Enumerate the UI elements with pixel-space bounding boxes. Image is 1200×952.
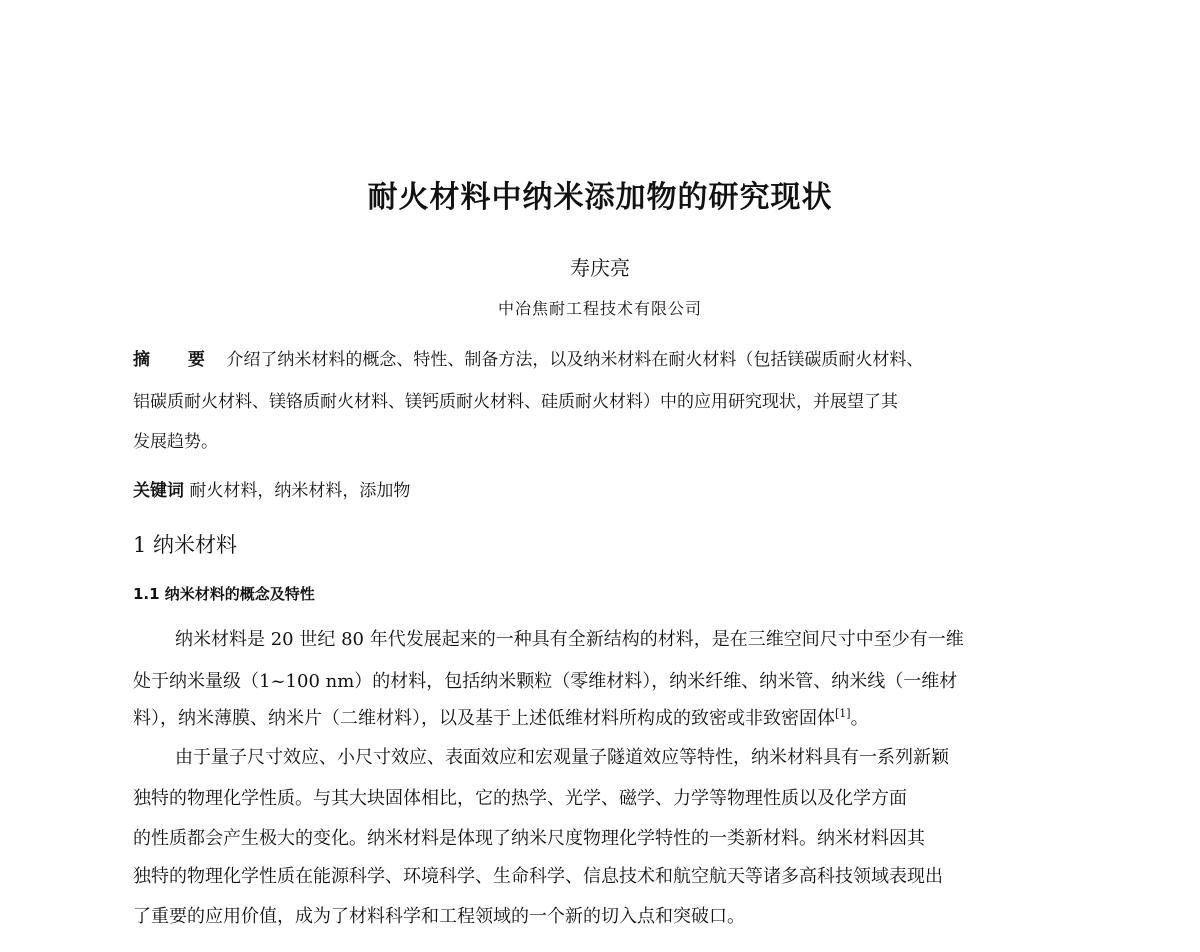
paper-title: 耐火材料中纳米添加物的研究现状: [367, 180, 833, 215]
paragraph-line: 处于纳米量级（1~100 nm）的材料，包括纳米颗粒（零维材料），纳米纤维、纳米管、纳米线（一维材: [133, 671, 958, 692]
abstract-text-line: 铝碳质耐火材料、镁铬质耐火材料、镁钙质耐火材料、硅质耐火材料）中的应用研究现状，并展望了其: [133, 392, 898, 412]
abstract-label: 摘 要: [133, 350, 221, 370]
abstract-text-line: 发展趋势。: [133, 432, 218, 452]
subsection-heading: 1.1 纳米材料的概念及特性: [133, 585, 315, 603]
author-name: 寿庆亮: [570, 256, 630, 280]
citation-marker: [1]: [835, 707, 851, 720]
author-affiliation: 中冶焦耐工程技术有限公司: [497, 299, 702, 318]
keywords-label: 关键词: [133, 481, 184, 501]
paragraph-text: 料），纳米薄膜、纳米片（二维材料），以及基于上述低维材料所构成的致密或非致密固体: [133, 708, 835, 729]
paragraph-line: 纳米材料是 20 世纪 80 年代发展起来的一种具有全新结构的材料，是在三维空间尺寸中至少有一维: [175, 629, 964, 650]
keywords-text: 耐火材料，纳米材料，添加物: [189, 481, 411, 501]
paragraph-line: 独特的物理化学性质。与其大块固体相比，它的热学、光学、磁学、力学等物理性质以及化学方面: [133, 788, 907, 809]
paragraph-line: 由于量子尺寸效应、小尺寸效应、表面效应和宏观量子隧道效应等特性，纳米材料具有一系列新颖: [175, 747, 949, 768]
paragraph-line: 独特的物理化学性质在能源科学、环境科学、生命科学、信息技术和航空航天等诸多高科技领域表现出: [133, 866, 943, 887]
paragraph-line: 了重要的应用价值，成为了材料科学和工程领域的一个新的切入点和突破口。: [133, 906, 745, 927]
abstract-text-line: 介绍了纳米材料的概念、特性、制备方法，以及纳米材料在耐火材料（包括镁碳质耐火材料、: [226, 350, 924, 370]
keywords-line: [133, 478, 1073, 504]
paragraph-line: 的性质都会产生极大的变化。纳米材料是体现了纳米尺度物理化学特性的一类新材料。纳米材料因其: [133, 828, 925, 849]
paragraph-line: [133, 704, 1073, 734]
abstract-line-1: [133, 347, 1073, 373]
section-heading: 1 纳米材料: [133, 533, 238, 557]
paragraph-end: 。: [850, 708, 869, 729]
